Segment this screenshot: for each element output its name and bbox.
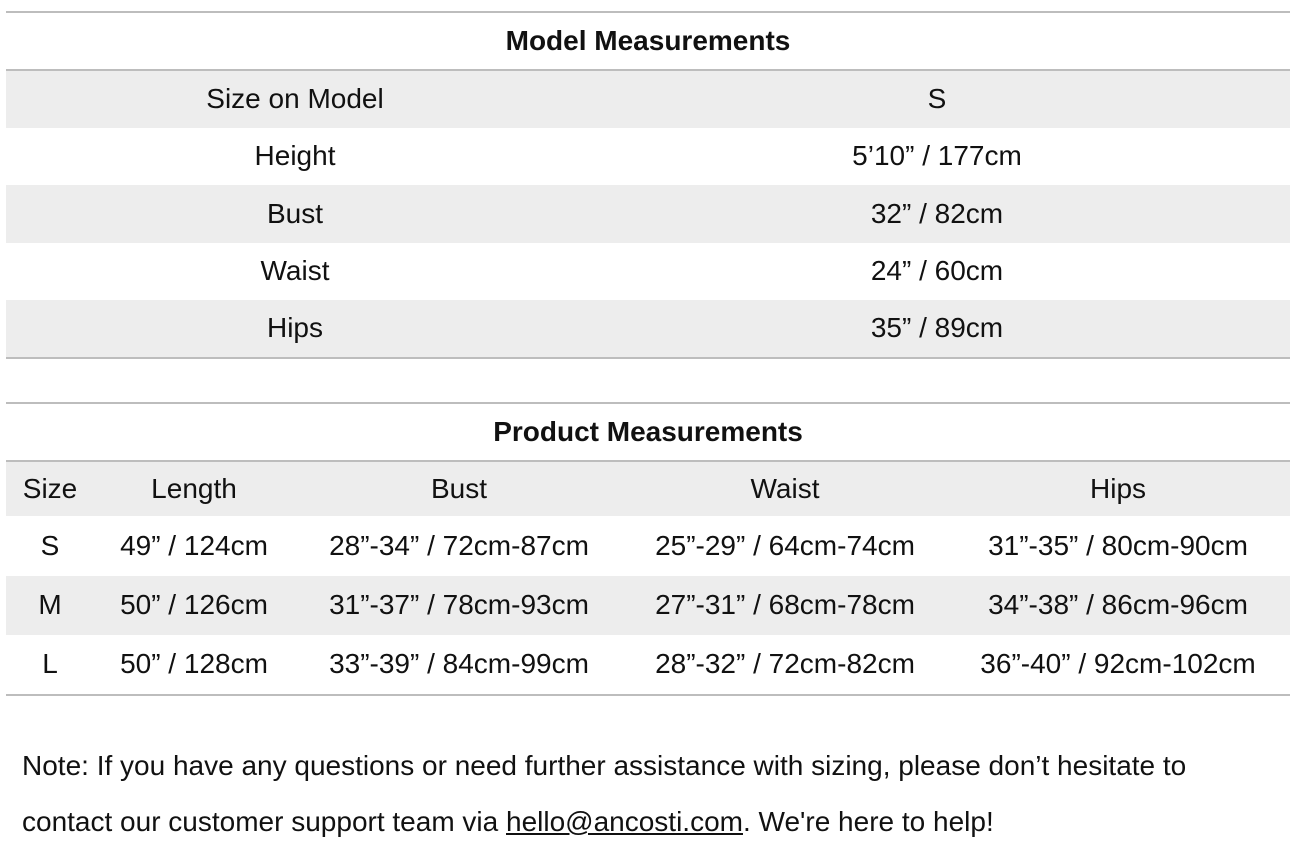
cell-length: 49” / 124cm: [120, 529, 268, 561]
cell-length: 50” / 128cm: [94, 635, 294, 695]
row-value: 32” / 82cm: [584, 185, 1290, 243]
table-row: [6, 576, 1290, 636]
table-row: [6, 635, 1290, 695]
cell-size: M: [6, 576, 94, 636]
table-header-row: [6, 461, 1290, 516]
cell-length: 50” / 126cm: [94, 576, 294, 636]
product-measurements-title: Product Measurements: [6, 403, 1290, 461]
cell-size: L: [6, 635, 94, 695]
row-label: Waist: [260, 255, 330, 287]
table-row: [6, 243, 1290, 301]
row-value: 24” / 60cm: [870, 255, 1004, 287]
cell-waist: 25”-29” / 64cm-74cm: [655, 529, 915, 561]
row-label: Hips: [6, 300, 584, 358]
cell-bust: 31”-37” / 78cm-93cm: [294, 576, 624, 636]
column-header-size: Size: [6, 461, 94, 516]
table-row: [6, 128, 1290, 186]
row-label: Height: [254, 140, 336, 172]
support-email-link[interactable]: hello@ancosti.com: [506, 806, 743, 837]
cell-waist: 28”-32” / 72cm-82cm: [624, 635, 946, 695]
row-value: 35” / 89cm: [584, 300, 1290, 358]
model-measurements-table: [6, 11, 1290, 359]
column-header-length: Length: [94, 461, 294, 516]
table-row: [6, 185, 1290, 243]
table-row: [6, 516, 1290, 576]
row-value: 5’10” / 177cm: [852, 140, 1022, 172]
cell-bust: 28”-34” / 72cm-87cm: [329, 529, 589, 561]
cell-hips: 36”-40” / 92cm-102cm: [946, 635, 1290, 695]
table-row: [6, 300, 1290, 358]
cell-hips: 34”-38” / 86cm-96cm: [946, 576, 1290, 636]
row-label: Size on Model: [6, 70, 584, 128]
note-text-end: . We're here to help!: [742, 806, 994, 837]
model-measurements-title: Model Measurements: [6, 12, 1290, 70]
note-text: Note: If you have any questions or need further assistance with sizing, please don’t hesitate to contact our customer support team via: [22, 750, 1187, 837]
row-label: Bust: [6, 185, 584, 243]
column-header-bust: Bust: [294, 461, 624, 516]
cell-hips: 31”-35” / 80cm-90cm: [988, 529, 1248, 561]
column-header-waist: Waist: [624, 461, 946, 516]
cell-bust: 33”-39” / 84cm-99cm: [294, 635, 624, 695]
cell-size: S: [40, 529, 60, 561]
table-row: [6, 70, 1290, 128]
cell-waist: 27”-31” / 68cm-78cm: [624, 576, 946, 636]
row-value: S: [584, 70, 1290, 128]
column-header-hips: Hips: [946, 461, 1290, 516]
product-measurements-table: [6, 402, 1290, 696]
sizing-note: [22, 738, 1282, 850]
